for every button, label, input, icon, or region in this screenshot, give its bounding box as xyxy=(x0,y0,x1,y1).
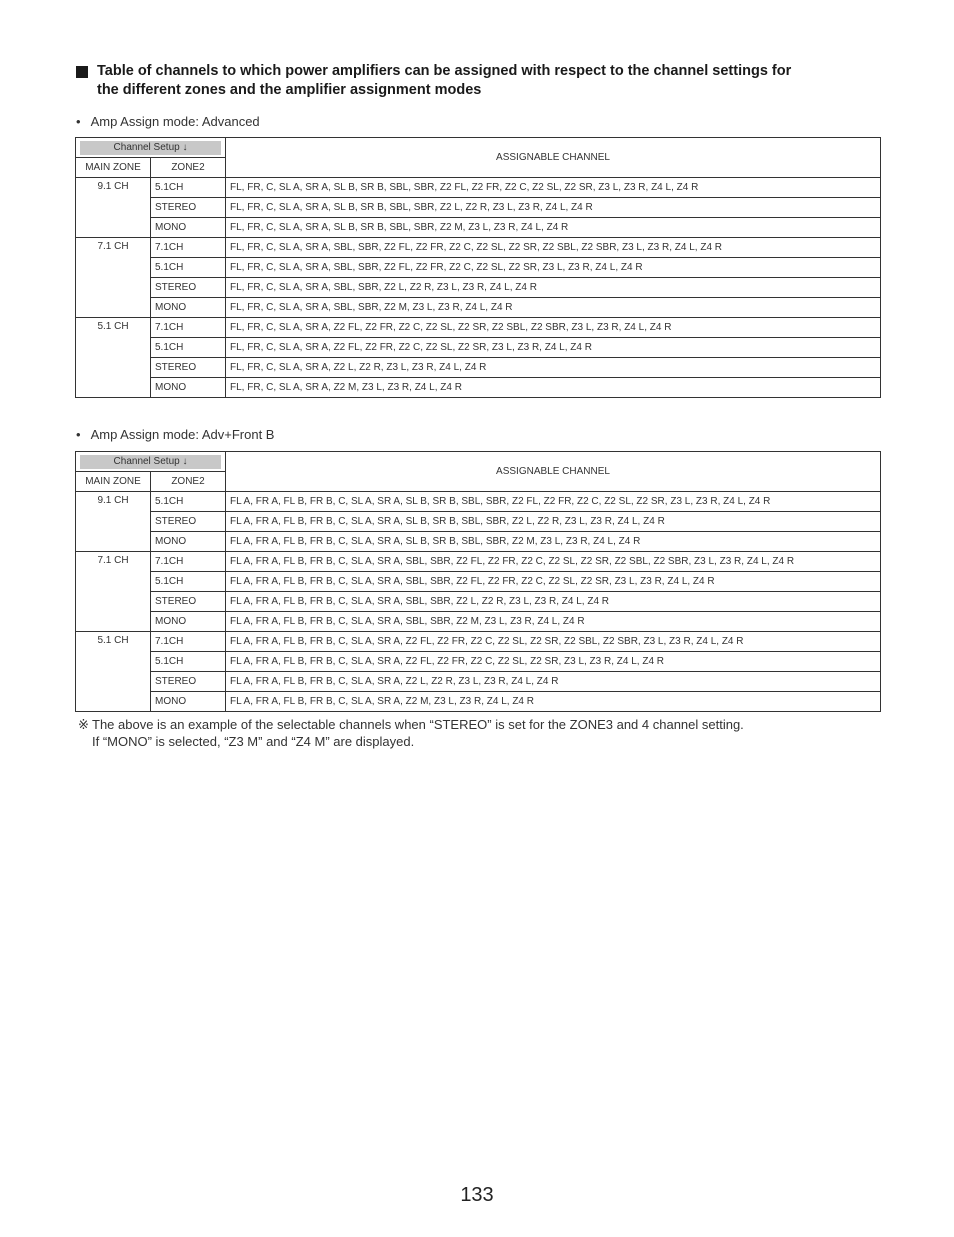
footnote-text-1: The above is an example of the selectable channels when “STEREO” is set for the ZONE3 and 4 channel setting. xyxy=(92,717,744,732)
assignable-channel-cell: FL, FR, C, SL A, SR A, SBL, SBR, Z2 L, Z2 R, Z3 L, Z3 R, Z4 L, Z4 R xyxy=(226,278,881,298)
zone2-cell: STEREO xyxy=(151,278,226,298)
square-bullet-icon xyxy=(76,66,88,78)
table-row xyxy=(76,552,881,572)
bullet-icon: • xyxy=(76,114,81,129)
table-row xyxy=(76,652,881,672)
bullet-icon: • xyxy=(76,427,81,442)
zone2-cell: MONO xyxy=(151,218,226,238)
assignable-channel-header: ASSIGNABLE CHANNEL xyxy=(226,452,881,492)
zone2-cell: 5.1CH xyxy=(151,572,226,592)
zone2-cell: 5.1CH xyxy=(151,178,226,198)
zone2-cell: MONO xyxy=(151,692,226,712)
table-row xyxy=(76,258,881,278)
assignable-channel-cell: FL A, FR A, FL B, FR B, C, SL A, SR A, Z2 FL, Z2 FR, Z2 C, Z2 SL, Z2 SR, Z3 L, Z3 R, Z4 L, Z4 R xyxy=(226,652,881,672)
assignable-channel-cell: FL A, FR A, FL B, FR B, C, SL A, SR A, SL B, SR B, SBL, SBR, Z2 FL, Z2 FR, Z2 C, Z2 SL, Z2 SR, Z3 L, Z3 R, Z4 L, Z4 R xyxy=(226,492,881,512)
zone2-header: ZONE2 xyxy=(151,472,226,492)
channel-setup-cell xyxy=(76,138,226,158)
mode-label-text: Amp Assign mode: Adv+Front B xyxy=(90,427,275,442)
assignable-channel-cell: FL, FR, C, SL A, SR A, SBL, SBR, Z2 FL, Z2 FR, Z2 C, Z2 SL, Z2 SR, Z3 L, Z3 R, Z4 L, Z4 R xyxy=(226,258,881,278)
heading-line-1: Table of channels to which power amplifiers can be assigned with respect to the channel settings for xyxy=(97,63,792,79)
zone2-header: ZONE2 xyxy=(151,158,226,178)
assignable-channel-cell: FL A, FR A, FL B, FR B, C, SL A, SR A, SBL, SBR, Z2 M, Z3 L, Z3 R, Z4 L, Z4 R xyxy=(226,612,881,632)
table-row xyxy=(76,238,881,258)
main-zone-cell: 5.1 CH xyxy=(76,632,151,712)
assignable-channel-cell: FL A, FR A, FL B, FR B, C, SL A, SR A, Z2 M, Z3 L, Z3 R, Z4 L, Z4 R xyxy=(226,692,881,712)
table-row xyxy=(76,198,881,218)
heading-text xyxy=(97,62,876,100)
channel-table-adv-front-b xyxy=(75,451,881,712)
assignable-channel-cell: FL A, FR A, FL B, FR B, C, SL A, SR A, Z2 L, Z2 R, Z3 L, Z3 R, Z4 L, Z4 R xyxy=(226,672,881,692)
channel-setup-label: Channel Setup ↓ xyxy=(80,455,221,469)
heading-line-2: the different zones and the amplifier assignment modes xyxy=(97,82,482,98)
zone2-cell: 7.1CH xyxy=(151,552,226,572)
table-row xyxy=(76,532,881,552)
main-zone-cell: 7.1 CH xyxy=(76,238,151,318)
zone2-cell: STEREO xyxy=(151,672,226,692)
table-row xyxy=(76,218,881,238)
main-zone-header: MAIN ZONE xyxy=(76,158,151,178)
zone2-cell: MONO xyxy=(151,378,226,398)
zone2-cell: MONO xyxy=(151,298,226,318)
zone2-cell: 7.1CH xyxy=(151,238,226,258)
assignable-channel-cell: FL, FR, C, SL A, SR A, SL B, SR B, SBL, SBR, Z2 FL, Z2 FR, Z2 C, Z2 SL, Z2 SR, Z3 L, Z3 R, Z4 L, Z4 R xyxy=(226,178,881,198)
assignable-channel-cell: FL A, FR A, FL B, FR B, C, SL A, SR A, SBL, SBR, Z2 L, Z2 R, Z3 L, Z3 R, Z4 L, Z4 R xyxy=(226,592,881,612)
assignable-channel-cell: FL, FR, C, SL A, SR A, Z2 L, Z2 R, Z3 L, Z3 R, Z4 L, Z4 R xyxy=(226,358,881,378)
main-zone-header: MAIN ZONE xyxy=(76,472,151,492)
zone2-cell: STEREO xyxy=(151,592,226,612)
main-zone-cell: 9.1 CH xyxy=(76,178,151,238)
assignable-channel-cell: FL A, FR A, FL B, FR B, C, SL A, SR A, SL B, SR B, SBL, SBR, Z2 L, Z2 R, Z3 L, Z3 R, Z4 L, Z4 R xyxy=(226,512,881,532)
zone2-cell: 5.1CH xyxy=(151,492,226,512)
header-row xyxy=(76,138,881,158)
assignable-channel-cell: FL, FR, C, SL A, SR A, SL B, SR B, SBL, SBR, Z2 L, Z2 R, Z3 L, Z3 R, Z4 L, Z4 R xyxy=(226,198,881,218)
page-number: 133 xyxy=(460,1184,494,1206)
main-zone-cell: 7.1 CH xyxy=(76,552,151,632)
table-row xyxy=(76,338,881,358)
footnote xyxy=(78,716,744,750)
table-row xyxy=(76,612,881,632)
main-zone-cell: 5.1 CH xyxy=(76,318,151,398)
channel-setup-cell xyxy=(76,452,226,472)
table-row xyxy=(76,492,881,512)
assignable-channel-cell: FL, FR, C, SL A, SR A, Z2 M, Z3 L, Z3 R, Z4 L, Z4 R xyxy=(226,378,881,398)
table-row xyxy=(76,278,881,298)
mode-label-adv-front-b xyxy=(76,427,274,442)
assignable-channel-header: ASSIGNABLE CHANNEL xyxy=(226,138,881,178)
zone2-cell: STEREO xyxy=(151,512,226,532)
main-zone-cell: 9.1 CH xyxy=(76,492,151,552)
channel-table-advanced xyxy=(75,137,881,398)
table-row xyxy=(76,572,881,592)
zone2-cell: STEREO xyxy=(151,198,226,218)
zone2-cell: 7.1CH xyxy=(151,318,226,338)
table-row xyxy=(76,592,881,612)
footnote-line-1 xyxy=(78,716,744,733)
assignable-channel-cell: FL, FR, C, SL A, SR A, Z2 FL, Z2 FR, Z2 C, Z2 SL, Z2 SR, Z3 L, Z3 R, Z4 L, Z4 R xyxy=(226,338,881,358)
assignable-channel-cell: FL, FR, C, SL A, SR A, SL B, SR B, SBL, SBR, Z2 M, Z3 L, Z3 R, Z4 L, Z4 R xyxy=(226,218,881,238)
assignable-channel-cell: FL, FR, C, SL A, SR A, SBL, SBR, Z2 M, Z3 L, Z3 R, Z4 L, Z4 R xyxy=(226,298,881,318)
assignable-channel-cell: FL A, FR A, FL B, FR B, C, SL A, SR A, Z2 FL, Z2 FR, Z2 C, Z2 SL, Z2 SR, Z2 SBL, Z2 SBR, Z3 L, Z3 R, Z4 L, Z4 R xyxy=(226,632,881,652)
zone2-cell: 5.1CH xyxy=(151,338,226,358)
zone2-cell: MONO xyxy=(151,532,226,552)
table-row xyxy=(76,672,881,692)
reference-mark-icon: ※ xyxy=(78,717,89,732)
mode-label-text: Amp Assign mode: Advanced xyxy=(90,114,260,129)
zone2-cell: 7.1CH xyxy=(151,632,226,652)
zone2-cell: 5.1CH xyxy=(151,652,226,672)
assignable-channel-cell: FL, FR, C, SL A, SR A, SBL, SBR, Z2 FL, Z2 FR, Z2 C, Z2 SL, Z2 SR, Z2 SBL, Z2 SBR, Z3 L, Z3 R, Z4 L, Z4 R xyxy=(226,238,881,258)
assignable-channel-cell: FL, FR, C, SL A, SR A, Z2 FL, Z2 FR, Z2 C, Z2 SL, Z2 SR, Z2 SBL, Z2 SBR, Z3 L, Z3 R, Z4 L, Z4 R xyxy=(226,318,881,338)
assignable-channel-cell: FL A, FR A, FL B, FR B, C, SL A, SR A, SBL, SBR, Z2 FL, Z2 FR, Z2 C, Z2 SL, Z2 SR, Z2 SBL, Z2 SBR, Z3 L, Z3 R, Z4 L, Z4 R xyxy=(226,552,881,572)
table-row xyxy=(76,358,881,378)
table-row xyxy=(76,692,881,712)
assignable-channel-cell: FL A, FR A, FL B, FR B, C, SL A, SR A, SL B, SR B, SBL, SBR, Z2 M, Z3 L, Z3 R, Z4 L, Z4 R xyxy=(226,532,881,552)
section-heading xyxy=(76,62,876,100)
table-row xyxy=(76,178,881,198)
table-row xyxy=(76,378,881,398)
footnote-line-2: If “MONO” is selected, “Z3 M” and “Z4 M” are displayed. xyxy=(92,734,415,749)
table-row xyxy=(76,512,881,532)
table-row xyxy=(76,318,881,338)
zone2-cell: STEREO xyxy=(151,358,226,378)
zone2-cell: 5.1CH xyxy=(151,258,226,278)
header-row xyxy=(76,452,881,472)
mode-label-advanced xyxy=(76,114,260,129)
assignable-channel-cell: FL A, FR A, FL B, FR B, C, SL A, SR A, SBL, SBR, Z2 FL, Z2 FR, Z2 C, Z2 SL, Z2 SR, Z3 L, Z3 R, Z4 L, Z4 R xyxy=(226,572,881,592)
zone2-cell: MONO xyxy=(151,612,226,632)
table-row xyxy=(76,298,881,318)
channel-setup-label: Channel Setup ↓ xyxy=(80,141,221,155)
table-row xyxy=(76,632,881,652)
